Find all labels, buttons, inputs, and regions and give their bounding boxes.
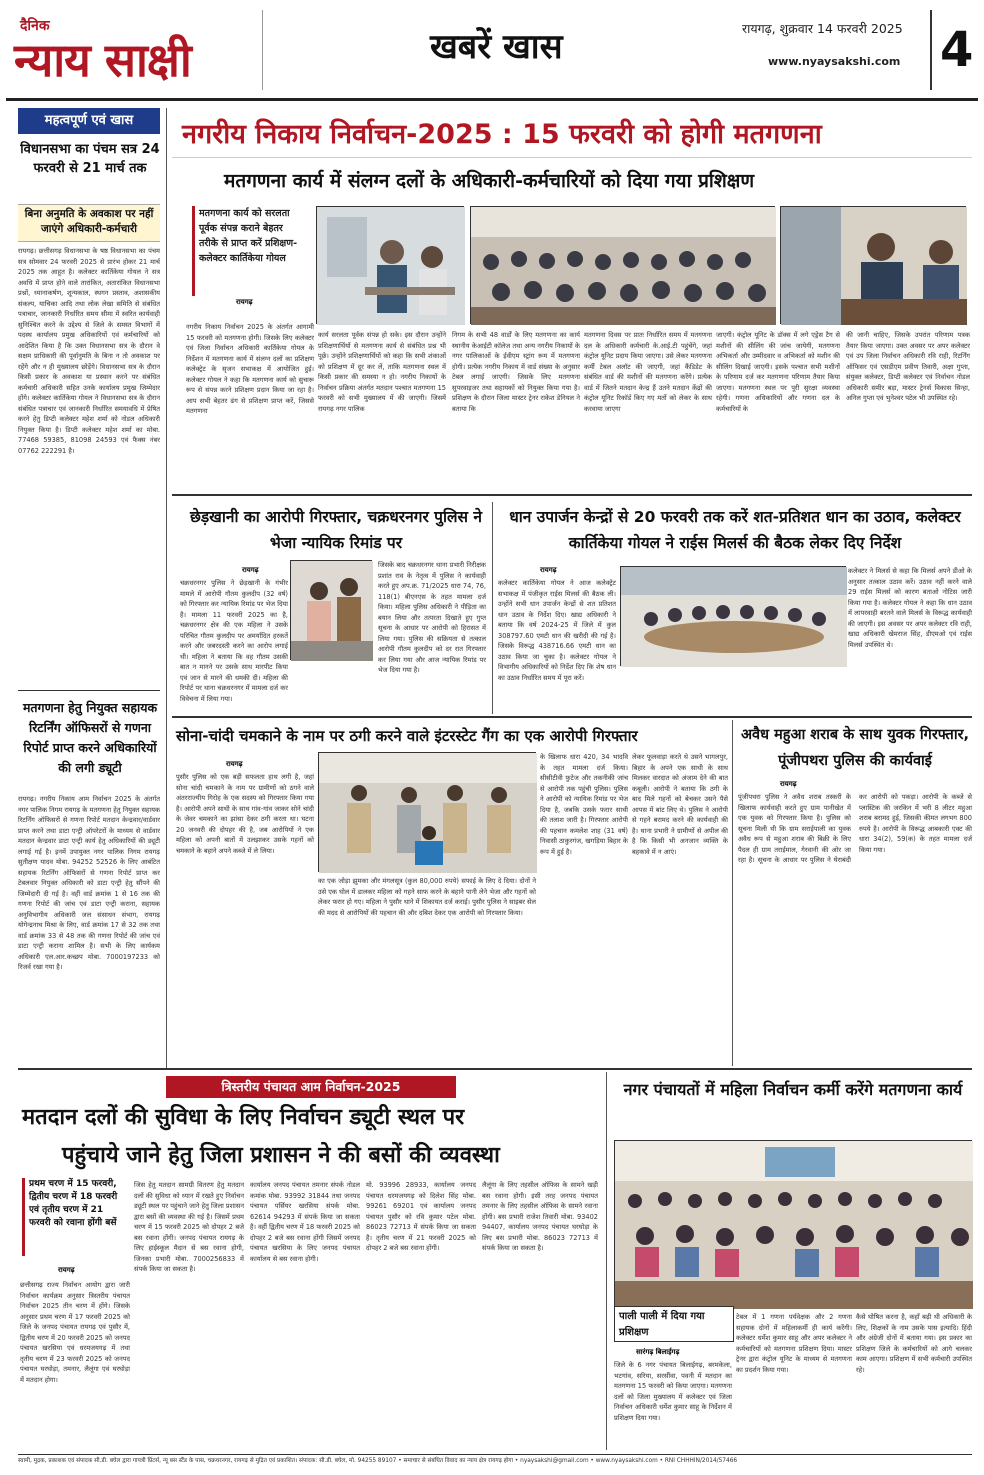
lead-headline: नगरीय निकाय निर्वाचन-2025 : 15 फरवरी को होगी मतगणना bbox=[182, 119, 822, 150]
lead-headline-box bbox=[172, 112, 972, 158]
arrest-rule bbox=[492, 502, 493, 714]
masthead-daily: दैनिक bbox=[20, 18, 50, 34]
website-link[interactable]: www.nyaysakshi.com bbox=[768, 55, 901, 68]
women-caption: पाली पाली में दिया गया प्रशिक्षण bbox=[619, 1311, 705, 1338]
sidebar bbox=[18, 108, 160, 1068]
gold-body-col3: के खिलाफ धारा 420, 34 भादवि के तहत मामला दर्ज किया। सीसीटीवी फुटेज और तकनीकी जांच से आरोपी तक पहुंची पुलिस। पुलिस ने आरोपी को न्यायिक रिमांड पर भेज दिया है, जबकि उसके फरार साथी की तलाश जारी है। गिरफ्तार आरोपी की पहचान कमलेश शाह (31 वर्ष) निवासी ठाकुरगंज, खगड़िया बिहार के रूप में हुई है। bbox=[540, 753, 628, 856]
paddy-dateline: रायगढ़ bbox=[540, 566, 557, 574]
women-photo bbox=[614, 1140, 972, 1308]
arrest-dateline: रायगढ़ bbox=[242, 566, 259, 574]
bus-body-col2: जिस हेतु मतदान सामग्री वितरण हेतु मतदान दलों की सुविधा को ध्यान में रखते हुए निर्वाचन ड्यूटी स्थल पर पहुंचाने जाने हेतु जिला प्रशासन द्वारा बसों की व्यवस्था की गई है। जिसमें प्रथम चरण में 15 फरवरी 2025 को दोपहर 2 बजे बस रवाना होंगी। जनपद पंचायत रायगढ़ के लिए हाईस्कूल मैदान से बस रवाना होगी, जिनका प्रभारी मोबा. 7000256833 में संपर्क किया जा सकता है। bbox=[134, 1181, 244, 1273]
sidebar-rule bbox=[166, 108, 167, 1068]
sidebar-story1-subhead: बिना अनुमति के अवकाश पर नहीं जाएंगे अधिकारी-कर्मचारी bbox=[18, 204, 160, 242]
bus-kicker bbox=[166, 1076, 456, 1098]
paddy-body-col2: कलेक्टर ने मिलर्स से कहा कि मिलर्स अपने डीओ के अनुसार तत्काल उठाव करें। उठाव नहीं करने वाले 29 राईस मिलर्स को कारण बताओ नोटिस जारी किया गया है। कलेक्टर गोयल ने कहा कि धान उठाव में लापरवाही बरतने वाले मिलर्स के विरूद्ध कार्यवाही की जाएगी। इस अवसर पर अपर कलेक्टर रवि राही, खाद्य अधिकारी खेमराज सिंह, डीएमओ एवं राईस मिलर्स उपस्थित थे। bbox=[848, 567, 972, 649]
bus-rule bbox=[606, 1072, 607, 1450]
mid-rule-1 bbox=[172, 716, 972, 718]
liquor-headline: अवैध महुआ शराब के साथ युवक गिरफ्तार, पूंजीपथरा पुलिस की कार्यवाई bbox=[740, 727, 970, 769]
bus-headline-1: मतदान दलों की सुविधा के लिए निर्वाचन ड्यूटी स्थल पर bbox=[22, 1105, 465, 1130]
bus-body-col1: छत्तीसगढ़ राज्य निर्वाचन आयोग द्वारा जारी निर्वाचन कार्यक्रम अनुसार त्रिस्तरीय पंचायत निर्वाचन 2025 तीन चरण में होंगे। जिसके अनुसार प्रथम चरण में 17 फरवरी 2025 को जिले के जनपद पंचायत रायगढ़ एवं पुसौर में, द्वितीय चरण में 20 फरवरी 2025 को जनपद पंचायत खरसिया एवं धरमजयगढ़ में तथा तृतीय चरण में 23 फरवरी 2025 को जनपद पंचायत घरघोड़ा, तमनार, लैलूंगा एवं घरघोड़ा में मतदान होगा। bbox=[20, 1281, 130, 1384]
sidebar-divider bbox=[18, 690, 160, 691]
date-line: रायगढ़, शुक्रवार 14 फरवरी 2025 bbox=[742, 21, 903, 36]
gold-body-col4: लेकर फूलवाड़ा करते थे उसने भागलपुर, बिहार के अपने एक साथी के साथ मिलकर वारदात को अंजाम देने की बात कबूली। आरोपी ने बताया कि ठगी के बाद मिले गहनों को बेचकर उसने पैसे आपस में बांट लिए थे। पुलिस ने आरोपी से गहने बरामद करने की कार्यवाही की है। थाना प्रभारी ने ग्रामीणों से अपील की है कि किसी भी अनजान व्यक्ति के बहकावे में न आएं। bbox=[632, 753, 728, 856]
women-photo-art bbox=[615, 1141, 973, 1309]
paddy-headline: धान उपार्जन केन्द्रों से 20 फरवरी तक करें शत-प्रतिशत धान का उठाव, कलेक्टर कार्तिकेया गोयल ने राईस मिलर्स की बैठक लेकर दिए निर्देश bbox=[509, 508, 961, 552]
lead-photo-1 bbox=[316, 206, 464, 324]
arrest-headline: छेड़खानी का आरोपी गिरफ्तार, चक्रधरनगर पुलिस ने भेजा न्यायिक रिमांड पर bbox=[190, 508, 482, 552]
sidebar-story2-headline: मतगणना हेतु नियुक्त सहायक रिटर्निंग ऑफिसरों से गणना रिपोर्ट प्राप्त करने अधिकारियों की लगी ड्यूटी bbox=[22, 700, 158, 775]
lead-photo-2 bbox=[470, 206, 775, 324]
lead-photo-3-art bbox=[781, 207, 967, 325]
paddy-photo-art bbox=[621, 567, 847, 667]
page-number: 4 bbox=[940, 22, 974, 78]
sidebar-story1-body: रायगढ़। छत्तीसगढ़ विधानसभा के षष्ठ विधानसभा का पंचम सत्र सोमवार 24 फरवरी 2025 से प्रारंभ होकर 21 मार्च 2025 तक आहूत है। कलेक्टर कार्तिकेया गोयल ने सत्र अवधि में प्राप्त होने वाले तारांकित, अतारांकित विधानसभा प्रश्नों, ध्यानाकर्षण, शून्यकाल, स्थगन प्रस्ताव, अशासकीय संकल्प, याचिका आदि तथा लोक लेखा समिति से संबंधित पत्राचार, जानकारी निर्धारित समय सीमा में स्वरित कार्यवाही सुनिश्चित करने के उद्देश्य से जिले के समस्त विभागों में पदस्थ कार्यालय प्रमुख अधिकारियों एवं कर्मचारियों को आदेशित किया है कि उक्त विधानसभा सत्र के दौरान वे सक्षम प्राधिकारी की पूर्वानुमति के बिना न तो अवकाश पर रहेंगे और न ही मुख्यालय छोड़ेंगे। विधानसभा सत्र के दौरान किसी प्रकार के अवकाश या प्रस्थान करने पर संबंधित कर्मचारी अधिकारी सहित उनके कार्यालय प्रमुख जिम्मेदार होंगे। कलेक्टर कार्तिकेया गोयल ने विधानसभा सत्र के दौरान संबंधित पत्राचार एवं जानकारी निर्धारित समयावधि में प्रेषित करने हेतु डिप्टी कलेक्टर महेश शर्मा को नोडल अधिकारी नियुक्त किया है। डिप्टी कलेक्टर महेश शर्मा का मोबा. 77468 59385, 81098 24593 एवं फैक्स नंबर 07762 222291 है। bbox=[18, 247, 160, 455]
bus-kicker-text: त्रिस्तरीय पंचायत आम निर्वाचन-2025 bbox=[221, 1079, 401, 1094]
lead-subhead-box bbox=[172, 162, 972, 200]
masthead-logo bbox=[6, 8, 252, 92]
gold-body-col1: पुसौर पुलिस को एक बड़ी सफलता हाथ लगी है, जहां सोना चांदी चमकाने के नाम पर ग्रामीणों को ठगने वाले अंतरराज्यीय गिरोह के एक सदस्य को गिरफ्तार किया गया है। आरोपी अपने साथी के साथ गांव-गांव जाकर सोने चांदी के जेवर चमकाने का झांसा देकर ठगी करता था। घटना 20 जनवरी की दोपहर की है, जब आरोपियों ने एक महिला को अपनी बातों में उलझाकर उसके गहनों को चमकाने के बहाने अपने कब्जे में ले लिया। bbox=[176, 773, 314, 855]
women-dateline: सारंगढ़ बिलाईगढ़ bbox=[636, 1348, 680, 1356]
sidebar-story1-headline: विधानसभा का पंचम सत्र 24 फरवरी से 21 मार्च तक bbox=[20, 142, 160, 176]
women-body-col3: कैसे घोषित करना है, कहाँ बढ़ी थी अधिकारी के लिए, शिक्षकों के नाम उसके पास इत्यादि। हिंदी और अंग्रेजी दोनों में बताया गया। इस प्रकार का प्रशिक्षण जिले के कर्मचारियों को आगे चलकर काम आएगा। प्रशिक्षण में सभी कर्मचारी उपस्थित रहे। bbox=[856, 1313, 972, 1374]
lead-bottom-rule bbox=[172, 494, 972, 496]
pageno-divider bbox=[930, 10, 932, 90]
lead-body-col4: मतगणना दिवस पर प्रातः निर्धारित समय में मतगणना दल के अधिकारी कर्मचारी के.आई.टी पहुंचेंगे, जहां कंट्रोल यूनिट प्रदाय किया जाएगा। उसे लेकर मतगणना कर्मी टेबल अलॉट की जाएगी, जहां कैंडिडेट के संबंधित वार्ड की मशीनों की मतगणना करेंगे। प्रत्येक वार्ड में जितने मतदान केन्द्र हैं उतने मतदान केंद्रों की कंट्रोल यूनिट रिकॉर्ड किए गए मतों को लेकर के साथ करवाया जाएगा bbox=[584, 331, 712, 413]
arrest-photo-art bbox=[291, 561, 373, 661]
sidebar-heading-text: महत्वपूर्ण एवं खास bbox=[44, 113, 134, 128]
lead-body-col2: कार्य सरलता पूर्वक संपन्न हो सके। इस दौरान उन्होंने प्रशिक्षणार्थियों से मतगणना कार्य से संबंधित प्रश्न भी पूछे। उन्होंने प्रशिक्षणार्थियों को कहा कि सभी शंकाओं को प्रशिक्षण में दूर कर लें, ताकि मतगणना स्थल में किसी प्रकार की समस्या न हो। नगरीय निकायों के निर्वाचन प्रक्रिया अंतर्गत मतदान पश्चात मतगणना 15 फरवरी को सभी मुख्यालय में की जाएगी। जिसमें रायगढ़ नगर पालिक bbox=[318, 331, 446, 413]
liquor-dateline: रायगढ़ bbox=[780, 780, 797, 788]
masthead-divider bbox=[262, 10, 263, 90]
gold-dateline: रायगढ़ bbox=[226, 760, 243, 768]
lead-body-col3: निगम के सभी 48 वार्डों के लिए मतगणना का कार्य स्थानीय केआईटी कॉलेज तथा अन्य नगरीय निकायों के नगर पालिकाओं के ईवीएम स्ट्रांग रूम में मतगणना होगी। प्रत्येक नगरीय निकाय में वार्ड संख्या के अनुसार टेबल लगाई जाएगी। जिसके लिए मतगणना सुपरवाइजर तथा सहायकों को नियुक्त किया गया है। प्रशिक्षण के दौरान जिला मास्टर ट्रेनर राकेश डेनियल ने बताया कि bbox=[452, 331, 580, 413]
bus-pullquote: प्रथम चरण में 15 फरवरी, द्वितीय चरण में 18 फरवरी एवं तृतीय चरण में 21 फरवरी को रवाना होंगी बसें bbox=[22, 1178, 122, 1256]
gold-body-col2: का एक जोड़ा झुमका और मंगलसूत्र (कुल 80,000 रुपये) सफाई के लिए दे दिया। दोनों ने उसे एक घोल में डालकर महिला को गहने साफ करने के बहाने पानी लेने भेजा और गहनों को लेकर फरार हो गए। महिला ने पुसौर थाने में शिकायत दर्ज कराई। पुसौर पुलिस ने साइबर सेल की मदद से आरोपियों की पहचान की और दबिश देकर एक आरोपी को गिरफ्तार किया। bbox=[318, 877, 536, 917]
women-headline: नगर पंचायतों में महिला निर्वाचन कर्मी करेंगे मतगणना कार्य bbox=[623, 1080, 963, 1099]
lead-body-col1: नगरीय निकाय निर्वाचन 2025 के अंतर्गत आगामी 15 फरवरी को मतगणना होगी। जिसके लिए कलेक्टर एवं जिला निर्वाचन अधिकारी कार्तिकेया गोयल के निर्देशन में मतगणना कार्य में संलग्न दलों का प्रशिक्षण कलेक्ट्रेट के सृजन सभाकक्ष में आयोजित हुई। कलेक्टर गोयल ने कहा कि मतगणना कार्य को सुचारू रूप से संपन्न करने प्रशिक्षण प्रदान किया जा रहा है। आप सभी बेहतर ढंग से प्रशिक्षण प्राप्त करें, जिससे मतगणना bbox=[186, 323, 314, 415]
lead-photo-1-art bbox=[317, 207, 465, 325]
bus-body-col5: लैलूंगा के लिए तहसील ऑफिस के सामने खड़ी बस रवाना होगी। इसी तरह जनपद पंचायत तमनार के लिए तहसील ऑफिस के सामने रवाना होंगी। बस प्रभारी राजेश तिवारी मोबा. 93402 94407, कार्यालय जनपद पंचायत घरघोड़ा के लिए बस प्रभारी मोबा. 86023 72713 में संपर्क किया जा सकता है। bbox=[482, 1181, 598, 1252]
gold-photo bbox=[318, 752, 536, 872]
section-title: खबरें खास bbox=[430, 27, 563, 67]
lead-subhead: मतगणना कार्य में संलग्न दलों के अधिकारी-कर्मचारियों को दिया गया प्रशिक्षण bbox=[224, 170, 755, 192]
gold-rule bbox=[732, 720, 733, 1066]
gold-photo-art bbox=[319, 753, 537, 873]
women-caption-box bbox=[614, 1306, 734, 1342]
masthead-title: न्याय साक्षी bbox=[14, 33, 191, 87]
lead-pullquote: मतगणना कार्य को सरलता पूर्वक संपन्न कराने बेहतर तरीके से प्राप्त करें प्रशिक्षण- कलेक्टर कार्तिकेया गोयल bbox=[192, 206, 302, 296]
sidebar-story2-body: रायगढ़। नगरीय निकाय आम निर्वाचन 2025 के अंतर्गत नगर पालिक निगम रायगढ़ के मतगणना हेतु नियुक्त सहायक रिटर्निंग ऑफिसरों से गणना रिपोर्ट मतदान केन्द्रवार/वार्डवार प्राप्त करने तथा डाटा एन्ट्री ऑपरेटरों के माध्यम से वार्डवार मतदान केन्द्रवार डाटा एन्ट्री कार्य हेतु अधिकारियों की ड्यूटी लगाई गई है। इनमें उपायुक्त नगर पालिक निगम रायगढ़ सुतीक्षण यादव मोबा. 94252 52526 के लिए आबंटित सहायक रिटर्निंग ऑफिसरों से गणना रिपोर्ट प्राप्त कर टेबलवार नियुक्त अधिकारी को डाटा एन्ट्री हेतु सौंपने की जिम्मेदारी दी गई है। वहीं वार्ड क्रमांक 1 से 16 तक की गणना रिपोर्ट की जांच एवं डाटा एन्ट्री कराना, सहायक अनुविभागीय अधिकारी जल संसाधन संभाग, रायगढ़ योगेन्द्रनाथ मिश्रा के लिए, वार्ड क्रमांक 17 से 32 तक तथा वार्ड क्रमांक 33 से 48 तक की गणना रिपोर्ट की जांच एवं डाटा एन्ट्री कराना शामिल है। सभी के लिए कार्यकम अधिकारी एल.आर.कच्छप मोबा. 7000197233 को रिजर्व रखा गया है। bbox=[18, 795, 160, 971]
arrest-photo bbox=[290, 560, 372, 660]
lead-photo-2-art bbox=[471, 207, 776, 325]
gold-headline: सोना-चांदी चमकाने के नाम पर ठगी करने वाले इंटरस्टेट गैंग का एक आरोपी गिरफ्तार bbox=[176, 727, 638, 745]
mid-rule-2 bbox=[18, 1068, 972, 1070]
arrest-body-col2: जिसके बाद चक्रधरनगर थाना प्रभारी निरीक्षक प्रशांत राव के नेतृत्व में पुलिस ने कार्यवाही करते हुए अप.क्र. 71/2025 धारा 74, 76, 118(1) बीएनएस के तहत मामला दर्ज किया। महिला पुलिस अधिकारी ने पीड़िता का बयान लिया और तत्परता दिखाते हुए गुप्त सूचना के आधार पर आरोपी को हिरासत में लिया गया। पुलिस की सक्रियता से तत्काल आरोपी गौतम कुलदीप को दर रात गिरफ्तार कर लिया गया और आज न्यायिक रिमांड पर भेज दिया गया है। bbox=[378, 561, 486, 674]
masthead-bottom-rule bbox=[6, 98, 978, 101]
lead-photo-3 bbox=[780, 206, 966, 324]
liquor-body: पूंजीपथरा पुलिस ने अवैध शराब तस्करी के खिलाफ कार्यवाही करते हुए ग्राम पानीखेत में एक युवक को गिरफ्तार किया है। पुलिस को सूचना मिली थी कि ग्राम सराईपाली का युवक अवैध रूप से महुआ शराब की बिक्री के लिए पैदल ही ग्राम तराईमाल, गेरवानी की ओर जा रहा है। सूचना के आधार पर पुलिस ने घेराबंदी कर आरोपी को पकड़ा। आरोपी के कब्जे से प्लास्टिक की जरकिन में भरी 8 लीटर महुआ शराब बरामद हुई, जिसकी कीमत लगभग 800 रुपये है। आरोपी के विरूद्ध आबकारी एक्ट की धारा 34(2), 59(क) के तहत मामला दर्ज किया गया। bbox=[738, 793, 972, 864]
lead-dateline: रायगढ़ bbox=[236, 298, 253, 306]
bus-dateline: रायगढ़ bbox=[58, 1266, 75, 1274]
footer-rule bbox=[18, 1454, 972, 1455]
women-body-col1: जिले के 6 नगर पंचायत बिलाईगढ़, बरमकेला, भटगांव, सरिया, सरसींवा, पवनी में मतदान का मतगणना 15 फरवरी को किया जाएगा। मतगणना दलों को जिला मुख्यालय में कलेक्टर एवं जिला निर्वाचन अधिकारी धर्मेश कुमार साहू के निर्देशन में प्रशिक्षण दिया गया। bbox=[614, 1361, 732, 1422]
lead-body-col5: जाएगी। कंट्रोल यूनिट के डॉक्स में लगे एड्रेस टैग से मशीनों की सीलिंग की जांच जायेगी, मतगणना अभिकर्ता और उम्मीदवार व अभिकर्ता को मशीन की सीलिंग दिखाई जाएगी। इसके पश्चात सभी मशीनों के परिणाम दर्ज कर मतगणना परिणाम तैयार किया जाएगा। मतगणना स्थल पर पूरी सुरक्षा व्यवस्था रहेगी। गणना अधिकारियों और गणना दल के कर्मचारियों के bbox=[716, 331, 840, 413]
women-body-col2: टेबल में 1 गणना पर्यवेक्षक और 2 गणना सहायक दोनों में महिलाकर्मी ही कार्य करेंगी। कलेक्टर धर्मेश कुमार साहू और अपर कलेक्टर ने कर्मचारियों को मतगणना प्रशिक्षण दिया। मास्टर ट्रेनर द्वारा कंट्रोल यूनिट के माध्यम से मतगणना का प्रदर्शन किया गया। bbox=[736, 1313, 852, 1374]
footer-imprint: स्वामी, मुद्रक, प्रकाशक एवं संपादक सी.डी. बघेल द्वारा गायत्री प्रिंटर्स, न्यू बस स्टैंड के पास, चक्रधरनगर, रायगढ़ से मुद्रित एवं प्रकाशित। संपादक: सी.डी. बघेल, मो. 94255 89107 • समाचार से संबंधित विवाद का न्याय क्षेत्र रायगढ़ होगा • nyaysakshi@gmail.com • www.nyaysakshi.com • RNI CHHHIN/2014/57466 bbox=[18, 1458, 738, 1464]
paddy-body-col1: कलेक्टर कार्तिकेया गोयल ने आज कलेक्ट्रेट सभाकक्ष में पंजीकृत राईस मिलर्स की बैठक ली। उन्होंने सभी धान उपार्जन केन्द्रों से शत प्रतिशत धान उठाव के निर्देश दिए। खाद्य अधिकारी ने बताया कि वर्ष 2024-25 में जिले में कुल 308797.60 एमटी धान की खरीदी की गई है। जिसके विरूद्ध 438716.66 एमटी धान का उठाव किया जा चुका है। कलेक्टर गोयल ने विभागीय अधिकारियों को निर्देश दिए कि शेष धान का उठाव निर्धारित समय में पूरा करें। bbox=[498, 579, 616, 682]
sidebar-heading bbox=[18, 108, 160, 134]
bus-headline-2: पहुंचाये जाने हेतु जिला प्रशासन ने की बसों की व्यवस्था bbox=[62, 1143, 500, 1168]
lead-body-col6: की जानी चाहिए, जिसके उपरांत परिणाम पत्रक तैयार किया जाएगा। उक्त अवसर पर अपर कलेक्टर एवं उप जिला निर्वाचन अधिकारी रवि राही, रिटर्निंग ऑफिसर एवं एसडीएम प्रवीण तिवारी, अक्षा गुप्ता, संयुक्त कलेक्टर, डिप्टी कलेक्टर एवं निर्वाचन नोडल अधिकारी समीर बड़ा, मास्टर ट्रेनर्स विकास सिन्हा, अनिल गुप्ता एवं भुनेश्वर पटेल भी उपस्थित रहे। bbox=[846, 331, 970, 402]
arrest-body-col1: चक्रधरनगर पुलिस ने छेड़खानी के गंभीर मामले में आरोपी गौतम कुलदीप (32 वर्ष) को गिरफ्तार कर न्यायिक रिमांड पर भेज दिया है। मामला 11 फरवरी 2025 का है, चक्रधरनगर क्षेत्र की एक महिला ने उसके परिचित गौतम कुलदीप पर अमर्यादित हरकतें करने और जबरदस्ती करने का आरोप लगाई थी। महिला ने बताया कि वह गौतम उसकी बात न मानने पर उसके साथ मारपीट किया एवं जान से मारने की धमकी दी। महिला की रिपोर्ट पर थाना चक्रधरनगर में मामला दर्ज कर विवेचना में लिया गया। bbox=[180, 579, 288, 703]
bus-body-col4: मो. 93996 28933, कार्यालय जनपद पंचायत धरमजयगढ़ को दिलेश सिंह मोबा. 99261 69201 एवं कार्यालय जनपद पंचायत पुसौर को रवि कुमार पटेल मोबा. 86023 72713 में संपर्क किया जा सकता है। तृतीय चरण में 21 फरवरी 2025 को दोपहर 2 बजे बस रवाना होंगी। bbox=[366, 1181, 476, 1252]
paddy-photo bbox=[620, 566, 846, 666]
bus-body-col3: कार्यालय जनपद पंचायत तमनार संपर्क नोडल कमांक मोबा. 93992 31844 तथा जनपद पंचायत पर्सियर खरसिया संपर्क मोबा. 62614 94293 में संपर्क किया जा सकता है। वहीं द्वितीय चरण में 18 फरवरी 2025 को दोपहर 2 बजे बस रवाना होंगी जिसमें जनपद पंचायत खरसिया के लिए जनपद पंचायत कार्यालय से बस रवाना होगी। bbox=[250, 1181, 360, 1263]
masthead bbox=[0, 0, 984, 100]
